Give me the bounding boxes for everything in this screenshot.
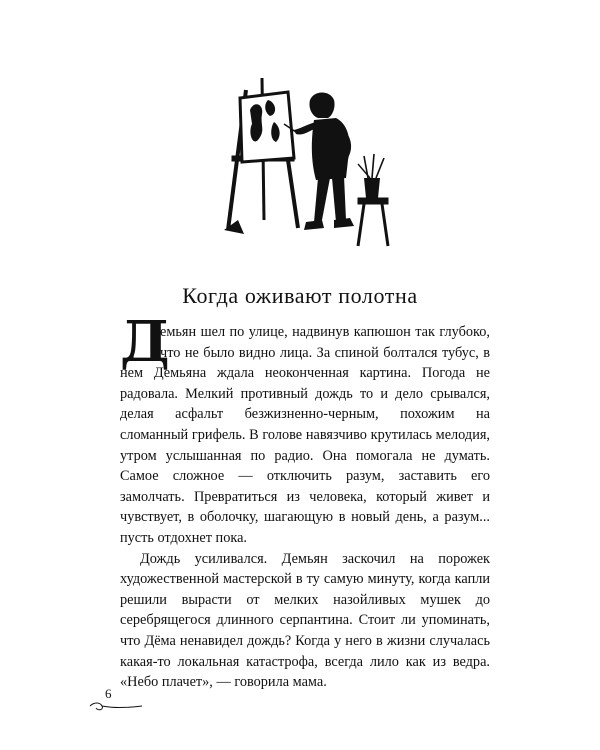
body-text bbox=[120, 309, 490, 693]
easel bbox=[224, 78, 298, 234]
drop-cap-letter: Д bbox=[120, 309, 170, 375]
page-footer bbox=[88, 686, 148, 716]
chapter-title: Когда оживают полотна bbox=[182, 283, 418, 308]
boy-painting-illustration bbox=[218, 70, 398, 252]
stool-with-brushes bbox=[358, 154, 388, 246]
drop-cap-frame bbox=[120, 309, 170, 375]
paragraph-1 bbox=[120, 309, 490, 549]
paragraph-1-text: емьян шел по улице, надвинув капюшон так глубоко, что не было видно лица. За спиной болтался тубус, в нем Демьяна ждала неоконченная картина. Погода не радовала. Мелкий противный дождь то и дело срывался, делая асфальт безжизненно-черным, похожим на сломанный грифель. В голове навязчиво крутилась мелодия, утром услышанная по радио. Она помогала не думать. Самое сложное — отключить разум, заставить его замолчать. Превратиться из человека, который живет и чувствует, в оболочку, шагающую в новый день, а разум... пусть отдохнет пока. bbox=[120, 324, 490, 546]
page-number: 6 bbox=[105, 686, 112, 701]
paragraph-2: Дождь усиливался. Демьян заскочил на порожек художественной мастерской в ту самую минуту, когда капли решили вырасти от мелких назойливых мушек до серебрящегося длинного серпантина. Стоит ли упоминать, что Дёма ненавидел дождь? Когда у него в жизни случалась какая-то локальная катастрофа, всегда лило как из ведра. «Небо плачет», — говорила мама. bbox=[120, 550, 490, 691]
ornament-swash-icon bbox=[88, 700, 144, 714]
